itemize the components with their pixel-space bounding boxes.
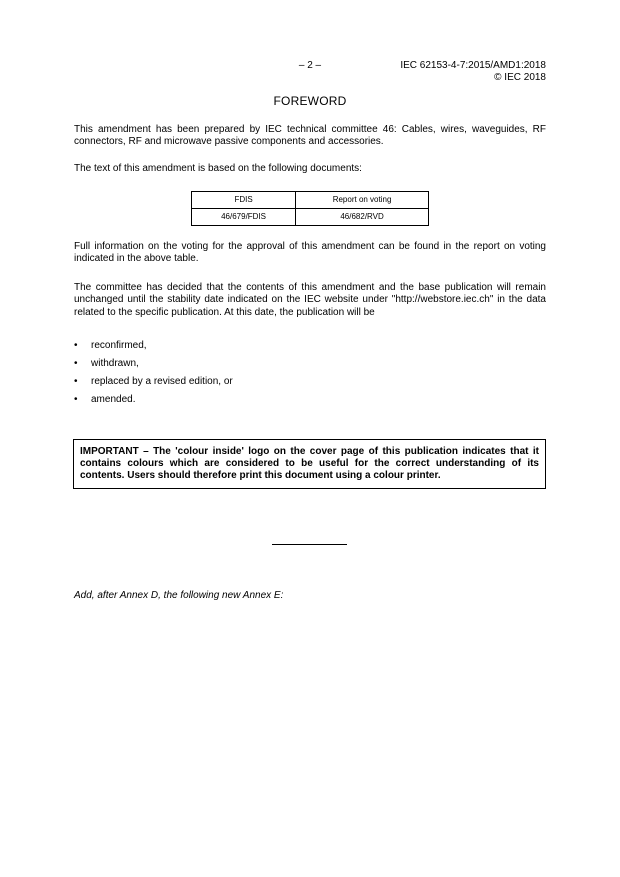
- list-item-text: reconfirmed,: [91, 340, 147, 351]
- voting-documents-table: [191, 191, 429, 226]
- bullet-icon: •: [74, 340, 78, 351]
- document-id: IEC 62153-4-7:2015/AMD1:2018: [400, 60, 546, 71]
- list-item: [74, 376, 233, 394]
- bullet-icon: •: [74, 394, 78, 405]
- bullet-icon: •: [74, 358, 78, 369]
- voting-info-paragraph: Full information on the voting for the approval of this amendment can be found in the report on voting indicated in the above table.: [74, 241, 546, 265]
- list-item-text: replaced by a revised edition, or: [91, 376, 233, 387]
- bullet-icon: •: [74, 376, 78, 387]
- list-item: [74, 340, 233, 358]
- documents-intro-paragraph: The text of this amendment is based on the following documents:: [74, 163, 362, 174]
- table-header-cell: FDIS: [192, 192, 296, 209]
- table-header-row: [192, 192, 429, 209]
- list-item: [74, 358, 233, 376]
- copyright-notice: © IEC 2018: [494, 72, 546, 83]
- page-title: FOREWORD: [273, 94, 347, 108]
- table-cell: 46/679/FDIS: [192, 209, 296, 226]
- document-reference: [400, 60, 546, 84]
- publication-outcome-list: [74, 340, 233, 412]
- list-item: [74, 394, 233, 412]
- table-cell: 46/682/RVD: [296, 209, 429, 226]
- list-item-text: withdrawn,: [91, 358, 139, 369]
- page-number: – 2 –: [298, 60, 322, 71]
- amendment-instruction: Add, after Annex D, the following new Annex E:: [74, 590, 284, 601]
- list-item-text: amended.: [91, 394, 136, 405]
- table-row: [192, 209, 429, 226]
- stability-date-paragraph: The committee has decided that the contents of this amendment and the base publication will remain unchanged until the stability date indicated on the IEC website under "http://webstore.iec.ch" in the data related to the specific publication. At this date, the publication will be: [74, 282, 546, 318]
- separator-line: [272, 544, 347, 545]
- committee-paragraph: This amendment has been prepared by IEC technical committee 46: Cables, wires, waveguides, RF connectors, RF and microwave passive components and accessories.: [74, 124, 546, 148]
- important-notice-box: IMPORTANT – The 'colour inside' logo on the cover page of this publication indicates that it contains colours which are considered to be useful for the correct understanding of its contents. Users should therefore print this document using a colour printer.: [73, 439, 546, 489]
- table-header-cell: Report on voting: [296, 192, 429, 209]
